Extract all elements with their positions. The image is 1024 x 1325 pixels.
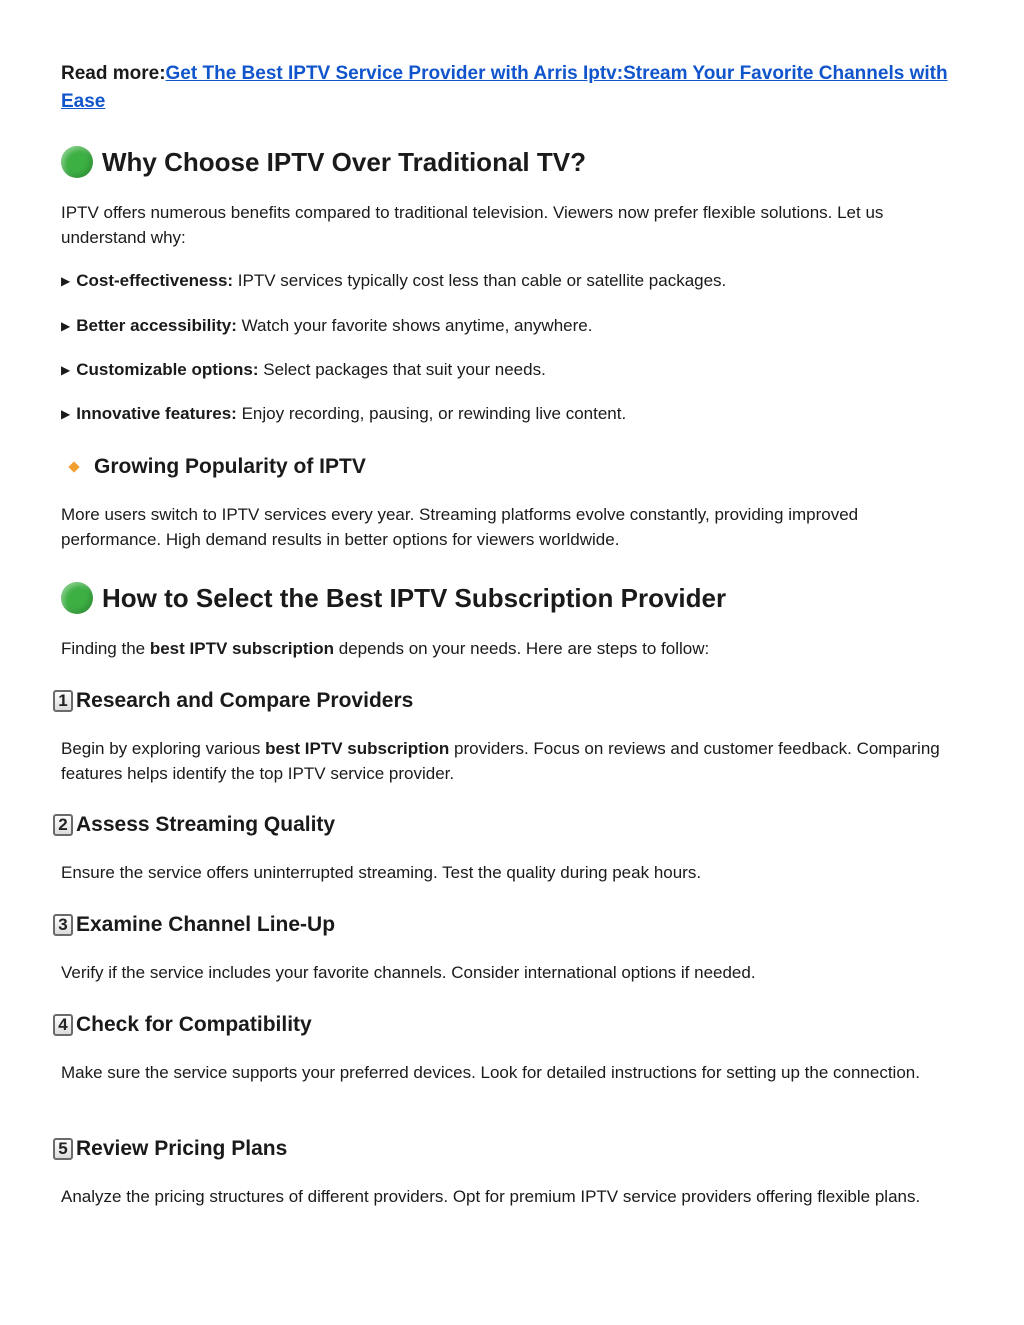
bullet-label: Customizable options: bbox=[76, 360, 259, 379]
list-item bbox=[61, 313, 960, 340]
section-heading-why-iptv bbox=[61, 145, 960, 179]
bullet-label: Better accessibility: bbox=[76, 316, 237, 335]
intro-bold: best IPTV subscription bbox=[149, 639, 335, 658]
bullet-text: Watch your favorite shows anytime, anywhere. bbox=[236, 316, 593, 335]
bullet-label: Cost-effectiveness: bbox=[76, 271, 234, 290]
bullet-text: Enjoy recording, pausing, or rewinding live content. bbox=[236, 404, 627, 423]
orange-diamond-icon bbox=[68, 461, 79, 472]
step-heading bbox=[58, 911, 960, 939]
step-title: Assess Streaming Quality bbox=[76, 813, 336, 836]
read-more-prefix: Read more: bbox=[61, 63, 166, 84]
step-text: Begin by exploring various bbox=[61, 739, 266, 758]
step-title: Review Pricing Plans bbox=[76, 1137, 288, 1160]
green-circle-icon bbox=[61, 146, 93, 178]
list-item bbox=[61, 401, 960, 428]
step-paragraph: Analyze the pricing structures of different providers. Opt for premium IPTV service providers offering flexible plans. bbox=[61, 1187, 921, 1206]
triangle-bullet-icon: ▶ bbox=[61, 319, 71, 333]
list-item bbox=[61, 268, 960, 295]
section-heading-text: How to Select the Best IPTV Subscription Provider bbox=[102, 583, 727, 613]
step-paragraph: Make sure the service supports your preferred devices. Look for detailed instructions for setting up the connection. bbox=[61, 1063, 920, 1082]
triangle-bullet-icon: ▶ bbox=[61, 274, 71, 288]
triangle-bullet-icon: ▶ bbox=[61, 407, 71, 421]
section-intro bbox=[61, 636, 960, 661]
step-heading bbox=[58, 811, 960, 839]
green-circle-icon bbox=[61, 582, 93, 614]
step-paragraph bbox=[61, 736, 960, 786]
subsection-paragraph: More users switch to IPTV services every year. Streaming platforms evolve constantly, providing improved performance. High demand results in better options for viewers worldwide. bbox=[61, 505, 859, 549]
step-title: Examine Channel Line-Up bbox=[76, 913, 336, 936]
step-heading bbox=[58, 1135, 960, 1163]
step-heading bbox=[58, 1011, 960, 1039]
keycap-number-icon: 1 bbox=[53, 690, 73, 712]
keycap-number-icon: 3 bbox=[53, 914, 73, 936]
step-paragraph: Verify if the service includes your favorite channels. Consider international options if needed. bbox=[61, 963, 756, 982]
read-more-link[interactable]: Get The Best IPTV Service Provider with Arris Iptv:Stream Your Favorite Channels with Ease bbox=[61, 63, 948, 112]
step-paragraph: Ensure the service offers uninterrupted streaming. Test the quality during peak hours. bbox=[61, 863, 702, 882]
bullet-label: Innovative features: bbox=[76, 404, 237, 423]
step-title: Research and Compare Providers bbox=[76, 689, 414, 712]
bullet-text: IPTV services typically cost less than cable or satellite packages. bbox=[233, 271, 727, 290]
bullet-text: Select packages that suit your needs. bbox=[258, 360, 546, 379]
intro-text: depends on your needs. Here are steps to follow: bbox=[334, 639, 710, 658]
keycap-number-icon: 4 bbox=[53, 1014, 73, 1036]
section-heading-text: Why Choose IPTV Over Traditional TV? bbox=[102, 147, 586, 177]
section-heading-select-provider bbox=[61, 581, 960, 615]
read-more-line bbox=[61, 60, 960, 116]
keycap-number-icon: 5 bbox=[53, 1138, 73, 1160]
keycap-number-icon: 2 bbox=[53, 814, 73, 836]
step-heading bbox=[58, 687, 960, 715]
step-title: Check for Compatibility bbox=[76, 1013, 312, 1036]
subheading-growing-popularity bbox=[61, 453, 960, 481]
intro-text: Finding the bbox=[61, 639, 150, 658]
section-intro: IPTV offers numerous benefits compared to traditional television. Viewers now prefer flexible solutions. Let us understand why: bbox=[61, 203, 884, 247]
subheading-text: Growing Popularity of IPTV bbox=[94, 455, 366, 478]
step-bold: best IPTV subscription bbox=[265, 739, 450, 758]
step-text: providers. Focus on reviews and customer feedback. Comparing features helps identify the top IPTV service provider. bbox=[61, 739, 940, 783]
triangle-bullet-icon: ▶ bbox=[61, 363, 71, 377]
list-item bbox=[61, 357, 960, 384]
